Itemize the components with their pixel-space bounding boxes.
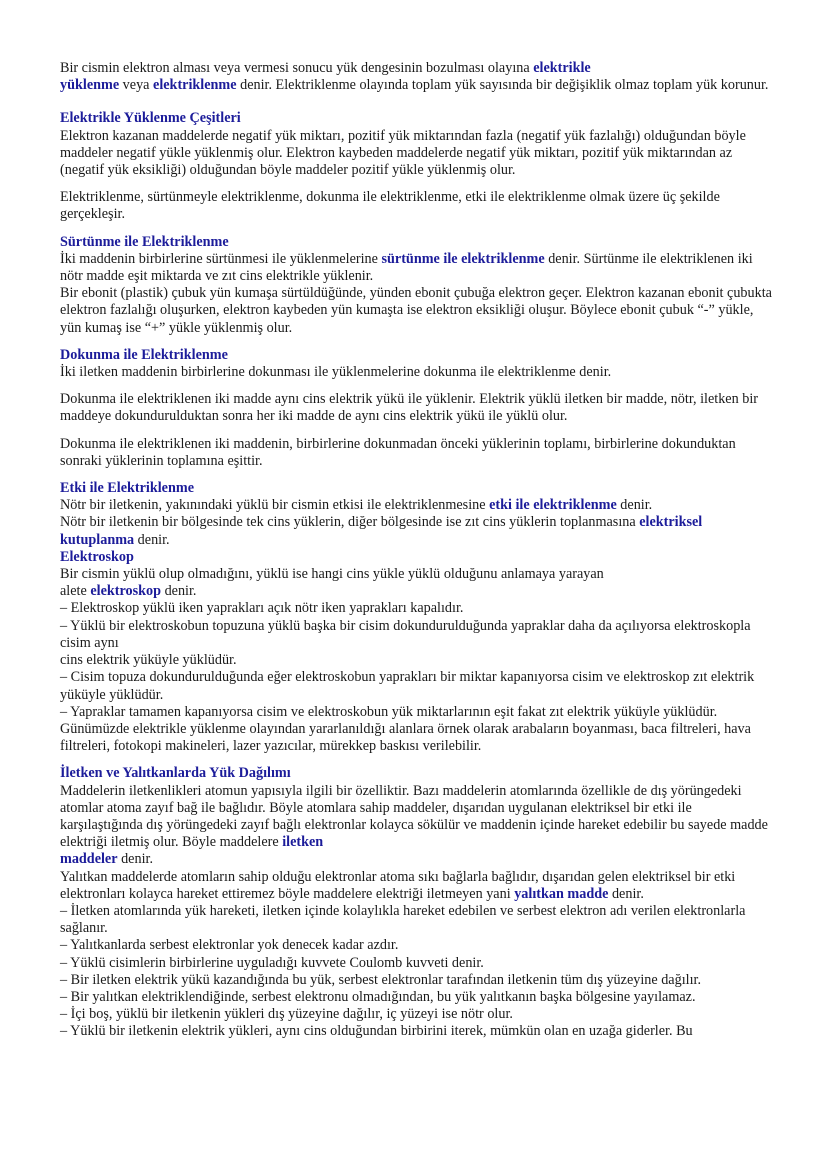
contact-paragraph-1: İki iletken maddenin birbirlerine dokunması ile yüklenmelerine dokunma ile elektriklenme denir. <box>60 364 612 381</box>
heading-induction: Etki ile Elektriklenme <box>60 480 194 497</box>
distribution-bullet-5: – Bir yalıtkan elektriklendiğinde, serbest elektronu olmadığından, bu yük yalıtkanın başka bölgesine yayılamaz. <box>60 988 696 1005</box>
intro-text-3: denir. Elektriklenme olayında toplam yük sayısında bir değişiklik olmaz toplam yük korunur. <box>236 77 769 94</box>
heading-friction: Sürtünme ile Elektriklenme <box>60 233 229 250</box>
electroscope-bullet-4: – Yapraklar tamamen kapanıyorsa cisim ve elektroskobun yük miktarlarının eşit fakat zıt elektrik yüküyle yüklüdür. <box>60 703 718 720</box>
electroscope-bullet-1: – Elektroskop yüklü iken yaprakları açık nötr iken yaprakları kapalıdır. <box>60 600 464 617</box>
distribution-bullet-7: – Yüklü bir iletkenin elektrik yükleri, aynı cins olduğundan birbirini iterek, mümkün olan en uzağa giderler. Bu <box>60 1023 693 1040</box>
term-kutuplanma: kutuplanma <box>60 531 135 548</box>
friction-text-1: İki maddenin birbirlerine sürtünmesi ile yüklenmelerine <box>60 250 382 267</box>
electroscope-bullet-3: – Cisim topuza dokundurulduğunda eğer elektroskobun yaprakları bir miktar kapanıyorsa cisim ve elektroskop zıt elektrik yüküyle yüklüdür. <box>60 669 755 703</box>
distribution-text-2a: Yalıtkan maddelerde atomların sahip olduğu elektronlar atoma sıkı bağlarla bağlıdır, dışarıdan gelen elektriksel bir etki elektronları kolayca hareket ettiremez böyle maddelere elektriği iletmeyen yani <box>60 868 736 902</box>
distribution-bullet-1: – İletken atomlarında yük hareketi, iletken içinde kolaylıkla hareket edebilen ve serbest elektron adı verilen elektronlarla sağlanır. <box>60 902 746 937</box>
distribution-text-1: Maddelerin iletkenlikleri atomun yapısıyla ilgili bir özelliktir. Bazı maddelerin atomlarında özellikle de dış yörüngedeki atomlar atoma zayıf bağ ile bağlıdır. Böyle atomlara sahip maddeler, dışarıdan uygulanan elektriksel bir etki ile karşılaştığında dış yörüngedeki zayıf bağlı elektronlar kolayca sökülür ve maddenin içinde hareket edebilir bu sayede madde elektriği iletmiş olur. Böyle maddelere <box>60 782 768 851</box>
induction-paragraph-1 <box>60 497 776 514</box>
heading-charging-types: Elektrikle Yüklenme Çeşitleri <box>60 110 241 127</box>
distribution-paragraph-1 <box>60 783 776 869</box>
term-surtunme-ile-elektriklenme: sürtünme ile elektriklenme <box>381 250 545 267</box>
distribution-bullet-3: – Yüklü cisimlerin birbirlerine uyguladığı kuvvete Coulomb kuvveti denir. <box>60 954 484 971</box>
friction-paragraph-1 <box>60 251 776 285</box>
term-etki-ile-elektriklenme: etki ile elektriklenme <box>489 497 617 514</box>
distribution-bullet-6: – İçi boş, yüklü bir iletkenin yükleri dış yüzeyine dağılır, iç yüzeyi ise nötr olur. <box>60 1006 513 1023</box>
distribution-bullet-4: – Bir iletken elektrik yükü kazandığında bu yük, serbest elektronlar tarafından iletkenin tüm dış yüzeyine dağılır. <box>60 971 702 988</box>
contact-paragraph-3: Dokunma ile elektriklenen iki maddenin, birbirlerine dokunmadan önceki yüklerinin toplamı, birbirlerine dokunduktan sonraki yüklerinin toplamına eşittir. <box>60 435 736 469</box>
term-iletken: iletken <box>282 834 324 851</box>
electroscope-definition <box>60 566 776 600</box>
intro-paragraph <box>60 60 776 94</box>
induction-text-4: denir. <box>134 531 170 548</box>
term-yuklenme: yüklenme <box>60 77 120 94</box>
term-maddeler: maddeler <box>60 851 118 868</box>
electroscope-line-2b: denir. <box>161 583 197 600</box>
contact-paragraph-2: Dokunma ile elektriklenen iki madde aynı cins elektrik yükü ile yüklenir. Elektrik yüklü iletken bir madde, nötr, iletken bir maddeye dokundurulduktan sonra her iki madde de aynı cins elektrik yükü ile yüklü olur. <box>60 391 758 425</box>
term-yalitkan-madde: yalıtkan madde <box>514 885 609 902</box>
term-elektriklenme: elektriklenme <box>153 77 237 94</box>
distribution-bullet-2: – Yalıtkanlarda serbest elektronlar yok denecek kadar azdır. <box>60 937 399 954</box>
induction-text-3: Nötr bir iletkenin bir bölgesinde tek cins yüklerin, diğer bölgesinde ise zıt cins yüklerin toplanmasına <box>60 514 640 531</box>
electroscope-line-1: Bir cismin yüklü olup olmadığını, yüklü ise hangi cins yükle yüklü olduğunu anlamaya yarayan <box>60 566 604 583</box>
electroscope-bullet-2b: cins elektrik yüküyle yüklüdür. <box>60 652 237 669</box>
friction-text-2: denir. Sürtünme ile elektriklenen iki nötr madde eşit miktarda ve zıt cins elektrikle yüklenir. <box>60 250 753 285</box>
electroscope-bullet-2a: – Yüklü bir elektroskobun topuzuna yüklü başka bir cisim dokundurulduğunda yapraklar daha da açılıyorsa elektroskopla cisim aynı <box>60 617 751 651</box>
heading-electroscope: Elektroskop <box>60 548 134 565</box>
intro-text-1: Bir cismin elektron alması veya vermesi sonucu yük dengesinin bozulması olayına <box>60 60 534 76</box>
electroscope-bullet-2 <box>60 618 776 670</box>
distribution-text-1-end: denir. <box>117 851 153 868</box>
types-paragraph-2: Elektriklenme, sürtünmeyle elektriklenme, dokunma ile elektriklenme, etki ile elektriklenme olmak üzere üç şekilde gerçekleşir. <box>60 189 720 223</box>
electroscope-uses: Günümüzde elektrikle yüklenme olayından yararlanıldığı alanlara örnek olarak arabaların boyanması, baca filtreleri, hava filtreleri, fotokopi makineleri, lazer yazıcılar, mürekkep baskısı verilebilir. <box>60 720 751 755</box>
distribution-text-2b: denir. <box>608 885 644 902</box>
heading-contact: Dokunma ile Elektriklenme <box>60 346 228 363</box>
term-elektroskop: elektroskop <box>90 583 162 600</box>
heading-charge-distribution: İletken ve Yalıtkanlarda Yük Dağılımı <box>60 765 291 782</box>
electroscope-line-2a: alete <box>60 583 91 600</box>
types-paragraph-1: Elektron kazanan maddelerde negatif yük miktarı, pozitif yük miktarından fazla (negatif yük fazlalığı) olduğundan böyle maddeler negatif yükle yüklenmiş olur. Elektron kaybeden maddelerde negatif yük miktarı, pozitif yük miktarından az (negatif yük eksikliği) olduğundan böyle maddeler pozitif yükle yüklenmiş olur. <box>60 127 746 179</box>
induction-text-1: Nötr bir iletkenin, yakınındaki yüklü bir cismin etkisi ile elektriklenmesine <box>60 497 490 514</box>
term-elektrikle: elektrikle <box>533 60 591 76</box>
distribution-paragraph-2 <box>60 869 776 903</box>
induction-paragraph-2 <box>60 514 776 548</box>
induction-text-2: denir. <box>616 497 653 514</box>
friction-paragraph-2: Bir ebonit (plastik) çubuk yün kumaşa sürtüldüğünde, yünden ebonit çubuğa elektron geçer. Elektron kazanan ebonit çubukta elektron fazlalığı oluşurken, elektron kaybeden yün kumaşta ise elektron eksikliği oluşur. Böylece ebonit çubuk “-” yükle, yün kumaş ise “+” yükle yüklenmiş olur. <box>60 285 772 336</box>
intro-text-2: veya <box>119 77 154 94</box>
term-elektriksel: elektriksel <box>639 514 703 531</box>
